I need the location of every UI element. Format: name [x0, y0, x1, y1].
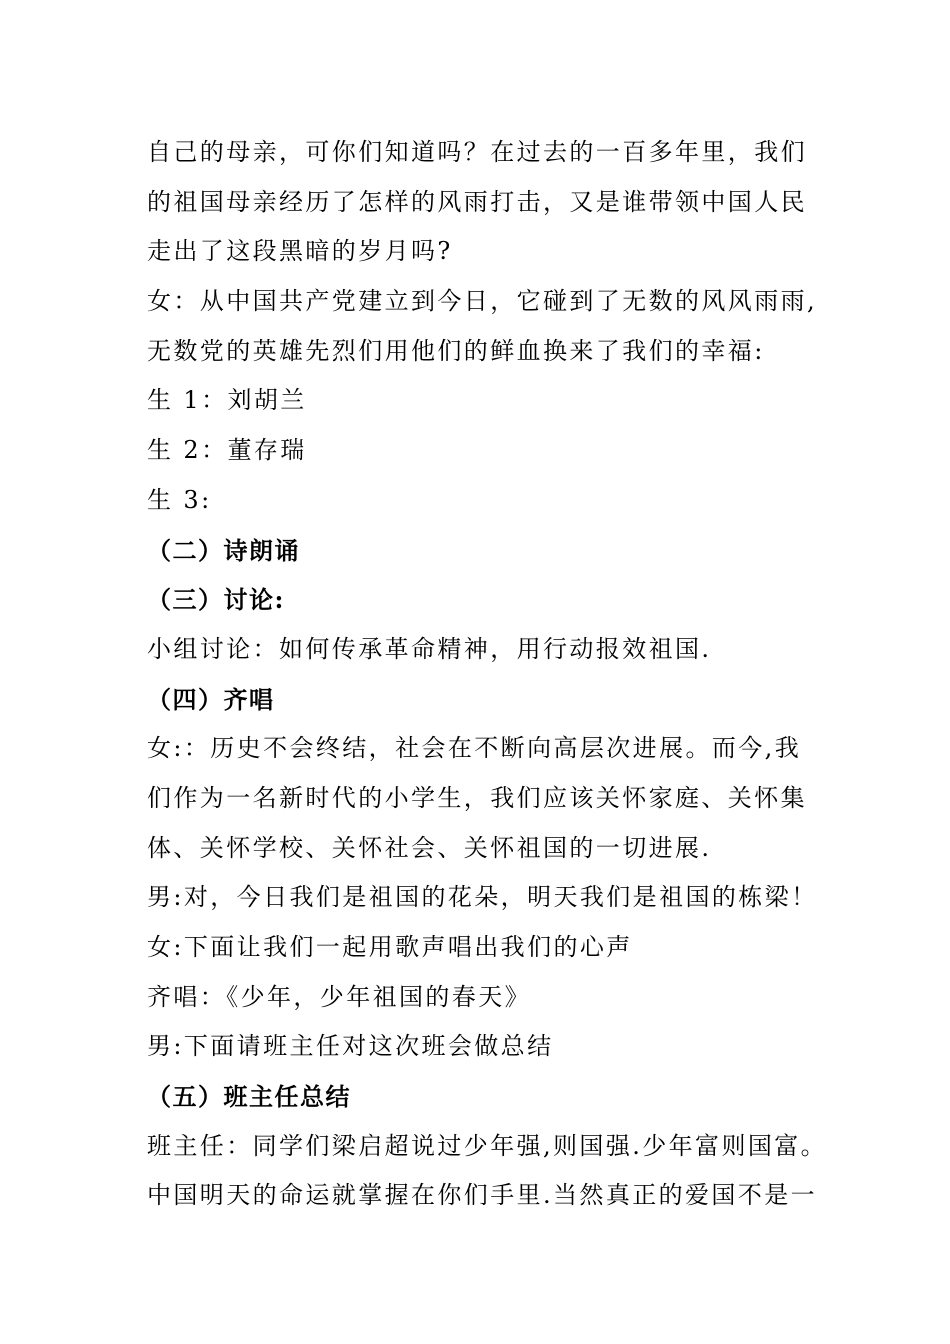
- body-line: 男:下面请班主任对这次班会做总结: [147, 1032, 554, 1061]
- body-line: 小组讨论：如何传承革命精神，用行动报效祖国.: [147, 634, 712, 663]
- section-heading: （三）讨论:: [147, 585, 285, 615]
- document-body: [147, 128, 827, 1221]
- section-heading: （五）班主任总结: [147, 1082, 351, 1112]
- body-line: 女：从中国共产党建立到今日，它碰到了无数的风风雨雨,: [147, 287, 818, 316]
- body-line: 无数党的英雄先烈们用他们的鲜血换来了我们的幸福:: [147, 336, 765, 365]
- body-line: 生 3:: [147, 485, 212, 514]
- body-line: 中国明天的命运就掌握在你们手里.当然真正的爱国不是一: [147, 1181, 818, 1210]
- body-line: 自己的母亲，可你们知道吗？在过去的一百多年里，我们: [147, 138, 807, 166]
- section-heading: （四）齐唱: [147, 684, 275, 714]
- body-line: 们作为一名新时代的小学生，我们应该关怀家庭、关怀集: [147, 783, 807, 812]
- body-line: 男:对，今日我们是祖国的花朵，明天我们是祖国的栋梁！: [147, 883, 818, 912]
- body-line: 班主任：同学们梁启超说过少年强,则国强.少年富则国富。: [147, 1131, 828, 1160]
- body-line: 生 1：刘胡兰: [147, 386, 307, 415]
- body-line: 的祖国母亲经历了怎样的风雨打击，又是谁带领中国人民: [147, 187, 807, 216]
- section-heading: （二）诗朗诵: [147, 535, 300, 565]
- body-line: 体、关怀学校、关怀社会、关怀祖国的一切进展.: [147, 833, 712, 862]
- body-line: 走出了这段黑暗的岁月吗?: [147, 237, 453, 266]
- body-line: 女:：历史不会终结，社会在不断向高层次进展。而今,我: [147, 734, 802, 763]
- body-line: 生 2：董存瑞: [147, 436, 307, 465]
- body-line: 女:下面让我们一起用歌声唱出我们的心声: [147, 933, 633, 961]
- body-line: 齐唱：《少年，少年祖国的春天》: [147, 982, 531, 1011]
